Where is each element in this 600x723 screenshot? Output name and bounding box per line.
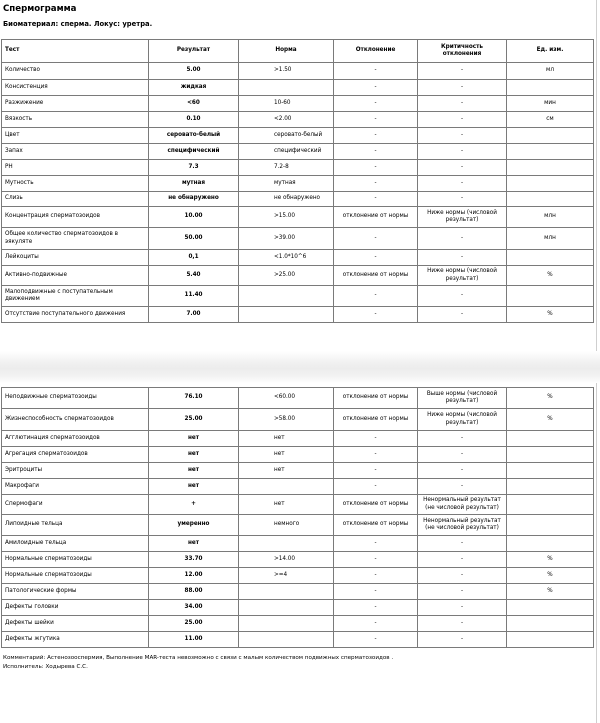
cell-norm: серовато-белый — [239, 128, 334, 144]
cell-result: нет — [149, 447, 239, 463]
cell-deviation: - — [334, 112, 418, 128]
table-header-row — [2, 40, 594, 63]
cell-unit: % — [507, 307, 594, 323]
cell-norm: >=4 — [239, 568, 334, 584]
cell-criticality: - — [418, 96, 507, 112]
cell-result: 10.00 — [149, 207, 239, 228]
cell-unit: мл — [507, 63, 594, 80]
cell-deviation: - — [334, 584, 418, 600]
cell-unit — [507, 286, 594, 307]
cell-deviation: - — [334, 128, 418, 144]
cell-result: 12.00 — [149, 568, 239, 584]
table-row — [2, 207, 594, 228]
header-unit: Ед. изм. — [507, 40, 594, 63]
cell-deviation: - — [334, 568, 418, 584]
cell-norm: немного — [239, 515, 334, 536]
table-row — [2, 515, 594, 536]
cell-norm — [239, 80, 334, 96]
cell-result: 25.00 — [149, 409, 239, 431]
table-row — [2, 584, 594, 600]
cell-norm: >1.50 — [239, 63, 334, 80]
cell-unit — [507, 632, 594, 648]
cell-test: Дефекты шейки — [2, 616, 149, 632]
results-table-page-2 — [1, 387, 594, 648]
page-break — [0, 351, 600, 383]
cell-criticality: - — [418, 128, 507, 144]
cell-deviation: - — [334, 228, 418, 250]
cell-unit: % — [507, 388, 594, 409]
cell-result: 88.00 — [149, 584, 239, 600]
cell-unit — [507, 515, 594, 536]
cell-norm: <60.00 — [239, 388, 334, 409]
document-subtitle: Биоматериал: сперма. Локус: уретра. — [3, 20, 153, 28]
results-table-page-1 — [1, 39, 594, 323]
cell-norm: >15.00 — [239, 207, 334, 228]
cell-result: 25.00 — [149, 616, 239, 632]
cell-result: умеренно — [149, 515, 239, 536]
cell-criticality: - — [418, 632, 507, 648]
cell-norm: мутная — [239, 176, 334, 192]
header-criticality: Критичность отклонения — [418, 40, 507, 63]
cell-test: Лейкоциты — [2, 250, 149, 266]
cell-deviation: - — [334, 250, 418, 266]
cell-criticality: - — [418, 192, 507, 207]
cell-deviation: - — [334, 600, 418, 616]
table-row — [2, 176, 594, 192]
cell-result: жидкая — [149, 80, 239, 96]
cell-deviation: - — [334, 447, 418, 463]
cell-norm — [239, 616, 334, 632]
cell-criticality: - — [418, 536, 507, 552]
cell-deviation: - — [334, 286, 418, 307]
cell-test: Дефекты жгутика — [2, 632, 149, 648]
cell-criticality: Ненормальный результат (не числовой результат) — [418, 515, 507, 536]
table-row — [2, 112, 594, 128]
table-row — [2, 536, 594, 552]
cell-unit: % — [507, 409, 594, 431]
cell-test: Вязкость — [2, 112, 149, 128]
cell-result: нет — [149, 431, 239, 447]
cell-norm: 10-60 — [239, 96, 334, 112]
table-row — [2, 250, 594, 266]
cell-criticality: - — [418, 250, 507, 266]
cell-test: Неподвижные сперматозоиды — [2, 388, 149, 409]
cell-unit — [507, 616, 594, 632]
cell-norm: 7.2-8 — [239, 160, 334, 176]
table-row — [2, 388, 594, 409]
table-row — [2, 128, 594, 144]
cell-test: Мутность — [2, 176, 149, 192]
cell-criticality: - — [418, 552, 507, 568]
table-row — [2, 228, 594, 250]
cell-norm: нет — [239, 431, 334, 447]
cell-criticality: Ниже нормы (числовой результат) — [418, 207, 507, 228]
cell-unit: % — [507, 568, 594, 584]
cell-criticality: - — [418, 63, 507, 80]
cell-test: Отсутствие поступательного движения — [2, 307, 149, 323]
cell-criticality: Ненормальный результат (не числовой результат) — [418, 495, 507, 515]
cell-deviation: отклонение от нормы — [334, 266, 418, 286]
cell-test: Активно-подвижные — [2, 266, 149, 286]
cell-test: Общее количество сперматозоидов в эякуляте — [2, 228, 149, 250]
table-row — [2, 409, 594, 431]
cell-test: Липоидные тельца — [2, 515, 149, 536]
cell-deviation: отклонение от нормы — [334, 409, 418, 431]
cell-criticality: - — [418, 600, 507, 616]
cell-criticality: Ниже нормы (числовой результат) — [418, 409, 507, 431]
cell-test: Цвет — [2, 128, 149, 144]
cell-norm: нет — [239, 463, 334, 479]
table-row — [2, 266, 594, 286]
cell-norm — [239, 536, 334, 552]
cell-criticality: Выше нормы (числовой результат) — [418, 388, 507, 409]
cell-criticality: - — [418, 463, 507, 479]
cell-norm: >58.00 — [239, 409, 334, 431]
cell-test: PH — [2, 160, 149, 176]
cell-test: Количество — [2, 63, 149, 80]
table-row — [2, 286, 594, 307]
table-row — [2, 568, 594, 584]
cell-deviation: - — [334, 552, 418, 568]
cell-criticality: - — [418, 568, 507, 584]
cell-norm — [239, 286, 334, 307]
cell-deviation: отклонение от нормы — [334, 388, 418, 409]
page-edge — [596, 383, 597, 723]
cell-norm — [239, 307, 334, 323]
cell-unit — [507, 479, 594, 495]
cell-unit — [507, 192, 594, 207]
cell-norm — [239, 632, 334, 648]
cell-result: 34.00 — [149, 600, 239, 616]
table-row — [2, 552, 594, 568]
cell-test: Амилоидные тельца — [2, 536, 149, 552]
cell-norm — [239, 600, 334, 616]
cell-result: не обнаружено — [149, 192, 239, 207]
cell-unit: мин — [507, 96, 594, 112]
cell-unit — [507, 128, 594, 144]
table-row — [2, 96, 594, 112]
table-row — [2, 463, 594, 479]
cell-deviation: - — [334, 63, 418, 80]
table-row — [2, 431, 594, 447]
cell-test: Нормальные сперматозоиды — [2, 552, 149, 568]
cell-unit: % — [507, 552, 594, 568]
cell-deviation: - — [334, 463, 418, 479]
cell-result: нет — [149, 536, 239, 552]
cell-criticality: - — [418, 80, 507, 96]
cell-criticality: - — [418, 431, 507, 447]
cell-deviation: - — [334, 144, 418, 160]
cell-criticality: - — [418, 479, 507, 495]
cell-unit — [507, 176, 594, 192]
cell-unit — [507, 463, 594, 479]
cell-test: Консистенция — [2, 80, 149, 96]
cell-deviation: - — [334, 307, 418, 323]
cell-result: 5.00 — [149, 63, 239, 80]
document-title: Спермограмма — [3, 4, 77, 14]
header-result: Результат — [149, 40, 239, 63]
cell-result: специфический — [149, 144, 239, 160]
cell-norm: нет — [239, 447, 334, 463]
cell-result: мутная — [149, 176, 239, 192]
cell-test: Агрегация сперматозоидов — [2, 447, 149, 463]
cell-criticality: - — [418, 584, 507, 600]
cell-deviation: - — [334, 160, 418, 176]
cell-unit: млн — [507, 228, 594, 250]
table-row — [2, 307, 594, 323]
table-row — [2, 160, 594, 176]
cell-test: Запах — [2, 144, 149, 160]
table-row — [2, 144, 594, 160]
cell-deviation: - — [334, 616, 418, 632]
table-row — [2, 495, 594, 515]
cell-criticality: - — [418, 176, 507, 192]
cell-result: нет — [149, 463, 239, 479]
cell-criticality: - — [418, 307, 507, 323]
cell-result: 50.00 — [149, 228, 239, 250]
cell-norm — [239, 584, 334, 600]
cell-test: Нормальные сперматозоиды — [2, 568, 149, 584]
cell-norm: специфический — [239, 144, 334, 160]
cell-norm: нет — [239, 495, 334, 515]
table-row — [2, 63, 594, 80]
cell-deviation: - — [334, 431, 418, 447]
cell-norm: не обнаружено — [239, 192, 334, 207]
cell-norm: >14.00 — [239, 552, 334, 568]
cell-unit — [507, 144, 594, 160]
cell-criticality: - — [418, 616, 507, 632]
cell-result: 76.10 — [149, 388, 239, 409]
cell-criticality: - — [418, 286, 507, 307]
cell-test: Патологические формы — [2, 584, 149, 600]
cell-result: <60 — [149, 96, 239, 112]
cell-test: Макрофаги — [2, 479, 149, 495]
cell-criticality: - — [418, 160, 507, 176]
cell-deviation: - — [334, 176, 418, 192]
cell-criticality: - — [418, 112, 507, 128]
cell-criticality: - — [418, 447, 507, 463]
cell-norm: >25.00 — [239, 266, 334, 286]
table-row — [2, 600, 594, 616]
cell-unit — [507, 250, 594, 266]
cell-result: 7.3 — [149, 160, 239, 176]
table-row — [2, 479, 594, 495]
cell-test: Слизь — [2, 192, 149, 207]
cell-deviation: - — [334, 96, 418, 112]
cell-test: Эритроциты — [2, 463, 149, 479]
table-row — [2, 616, 594, 632]
cell-deviation: - — [334, 192, 418, 207]
cell-criticality: - — [418, 144, 507, 160]
cell-result: 11.00 — [149, 632, 239, 648]
cell-unit — [507, 495, 594, 515]
comment-text: Комментарий: Астенозооспермия, Выполнение MAR-теста невозможно с связи с малым количеством подвижных сперматозоидов . — [3, 655, 394, 661]
cell-result: + — [149, 495, 239, 515]
cell-criticality: Ниже нормы (числовой результат) — [418, 266, 507, 286]
cell-unit — [507, 80, 594, 96]
table-row — [2, 632, 594, 648]
header-test: Тест — [2, 40, 149, 63]
cell-test: Дефекты головки — [2, 600, 149, 616]
cell-deviation: - — [334, 536, 418, 552]
cell-unit — [507, 600, 594, 616]
cell-result: 0,1 — [149, 250, 239, 266]
cell-result: 33.70 — [149, 552, 239, 568]
cell-test: Разжижение — [2, 96, 149, 112]
cell-result: 11.40 — [149, 286, 239, 307]
cell-norm: <1.0*10^6 — [239, 250, 334, 266]
cell-norm — [239, 479, 334, 495]
performer-text: Исполнитель: Ходырева С.С. — [3, 664, 88, 670]
cell-unit — [507, 431, 594, 447]
cell-deviation: - — [334, 479, 418, 495]
cell-test: Малоподвижные с поступательным движением — [2, 286, 149, 307]
cell-result: 5.40 — [149, 266, 239, 286]
cell-norm: <2.00 — [239, 112, 334, 128]
cell-deviation: - — [334, 632, 418, 648]
page-edge — [596, 0, 597, 351]
cell-unit: см — [507, 112, 594, 128]
header-deviation: Отклонение — [334, 40, 418, 63]
cell-result: 7.00 — [149, 307, 239, 323]
cell-unit: млн — [507, 207, 594, 228]
cell-test: Агглютинация сперматозоидов — [2, 431, 149, 447]
cell-test: Жизнеспособность сперматозоидов — [2, 409, 149, 431]
cell-deviation: отклонение от нормы — [334, 515, 418, 536]
cell-norm: >39.00 — [239, 228, 334, 250]
cell-test: Спермофаги — [2, 495, 149, 515]
cell-deviation: отклонение от нормы — [334, 495, 418, 515]
cell-result: нет — [149, 479, 239, 495]
table-row — [2, 192, 594, 207]
table-row — [2, 80, 594, 96]
header-norm: Норма — [239, 40, 334, 63]
table-row — [2, 447, 594, 463]
cell-unit: % — [507, 266, 594, 286]
cell-unit: % — [507, 584, 594, 600]
cell-unit — [507, 536, 594, 552]
cell-deviation: - — [334, 80, 418, 96]
cell-unit — [507, 160, 594, 176]
cell-criticality: - — [418, 228, 507, 250]
cell-result: серовато-белый — [149, 128, 239, 144]
cell-result: 0.10 — [149, 112, 239, 128]
cell-deviation: отклонение от нормы — [334, 207, 418, 228]
cell-unit — [507, 447, 594, 463]
cell-test: Концентрация сперматозоидов — [2, 207, 149, 228]
